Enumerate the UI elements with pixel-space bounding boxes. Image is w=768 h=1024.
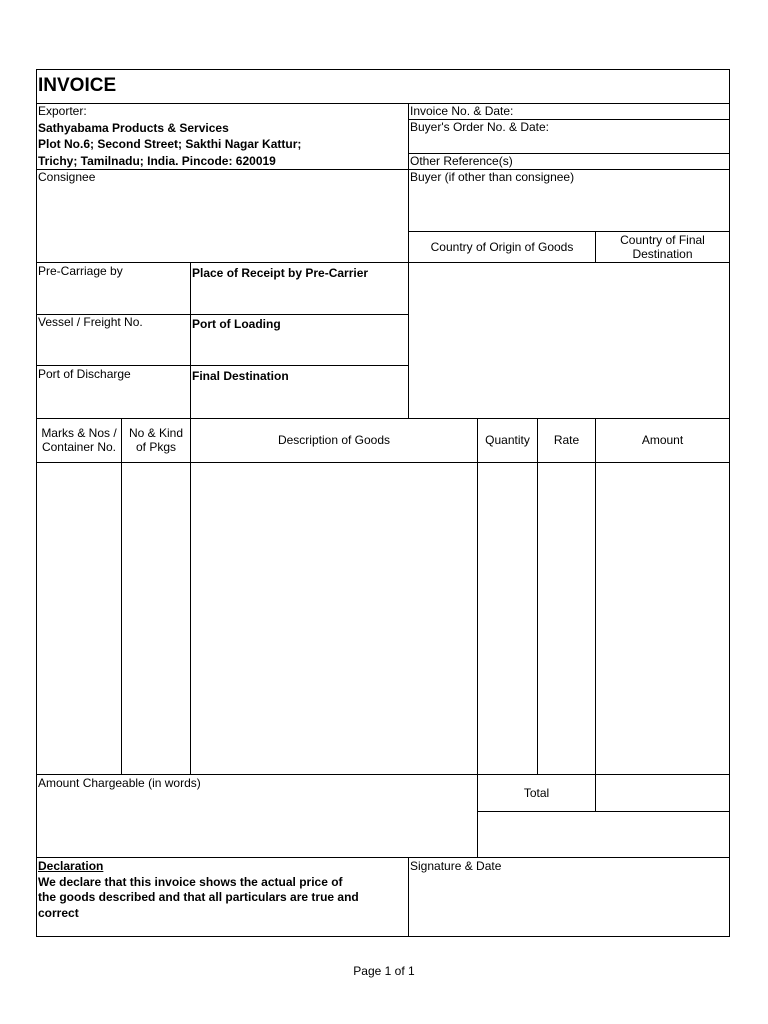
place-of-receipt-label: Place of Receipt by Pre-Carrier [192, 266, 369, 280]
header-marks-line1: Marks & Nos / [41, 426, 117, 440]
rule-total-bottom [477, 811, 730, 812]
rule-col-kind [190, 418, 191, 774]
invoice-no-date-label: Invoice No. & Date: [410, 104, 514, 118]
header-rate: Rate [553, 433, 580, 447]
rule-summary-bottom [36, 857, 730, 858]
consignee-label: Consignee [38, 170, 96, 184]
rule-buyer-bottom [408, 231, 730, 232]
rule-mid-lower [408, 857, 409, 936]
border-bottom [36, 936, 730, 937]
border-left [36, 69, 37, 937]
header-quantity: Quantity [485, 433, 530, 447]
exporter-name: Sathyabama Products & Services [38, 121, 229, 135]
country-final-label-line1: Country of Final [620, 233, 705, 247]
rule-exporter-bottom [36, 169, 730, 170]
border-top [36, 69, 730, 70]
header-marks-line2: Container No. [41, 440, 117, 454]
declaration-heading: Declaration [38, 859, 104, 873]
amount-words-label: Amount Chargeable (in words) [38, 776, 201, 790]
signature-date-label: Signature & Date [410, 859, 502, 873]
port-loading-label: Port of Loading [192, 317, 281, 331]
buyers-order-label: Buyer's Order No. & Date: [410, 120, 550, 134]
header-kind-line2: of Pkgs [135, 440, 177, 454]
rule-col-marks [121, 418, 122, 774]
page-number: Page 1 of 1 [353, 964, 415, 978]
rule-table-bottom [36, 774, 730, 775]
header-amount: Amount [641, 433, 684, 447]
pre-carriage-label: Pre-Carriage by [38, 264, 123, 278]
exporter-address-line2: Trichy; Tamilnadu; India. Pincode: 620019 [38, 154, 276, 168]
total-label: Total [523, 786, 550, 800]
final-destination-label: Final Destination [192, 369, 289, 383]
rule-transport-bottom [36, 418, 730, 419]
rule-table-header [36, 462, 730, 463]
rule-col-qty [537, 418, 538, 774]
port-discharge-label: Port of Discharge [38, 367, 131, 381]
border-right [729, 69, 730, 937]
declaration-line3: correct [38, 906, 79, 920]
rule-below-title [36, 103, 730, 104]
rule-col-rate [595, 418, 596, 811]
exporter-address-line1: Plot No.6; Second Street; Sakthi Nagar Kattur; [38, 137, 302, 151]
header-description: Description of Goods [277, 433, 391, 447]
exporter-label: Exporter: [38, 104, 87, 118]
buyer-label: Buyer (if other than consignee) [410, 170, 575, 184]
vessel-label: Vessel / Freight No. [38, 315, 143, 329]
header-kind-line1: No & Kind [128, 426, 184, 440]
country-origin-label: Country of Origin of Goods [430, 240, 574, 254]
rule-transport-2 [36, 365, 408, 366]
country-final-label-line2: Destination [632, 247, 693, 261]
rule-mid-upper [408, 103, 409, 418]
invoice-title: INVOICE [38, 75, 117, 96]
declaration-line1: We declare that this invoice shows the actual price of [38, 875, 343, 889]
declaration-line2: the goods described and that all particulars are true and [38, 890, 359, 904]
rule-consignee-bottom [36, 262, 730, 263]
other-reference-label: Other Reference(s) [410, 154, 513, 168]
rule-transport-split [190, 262, 191, 418]
